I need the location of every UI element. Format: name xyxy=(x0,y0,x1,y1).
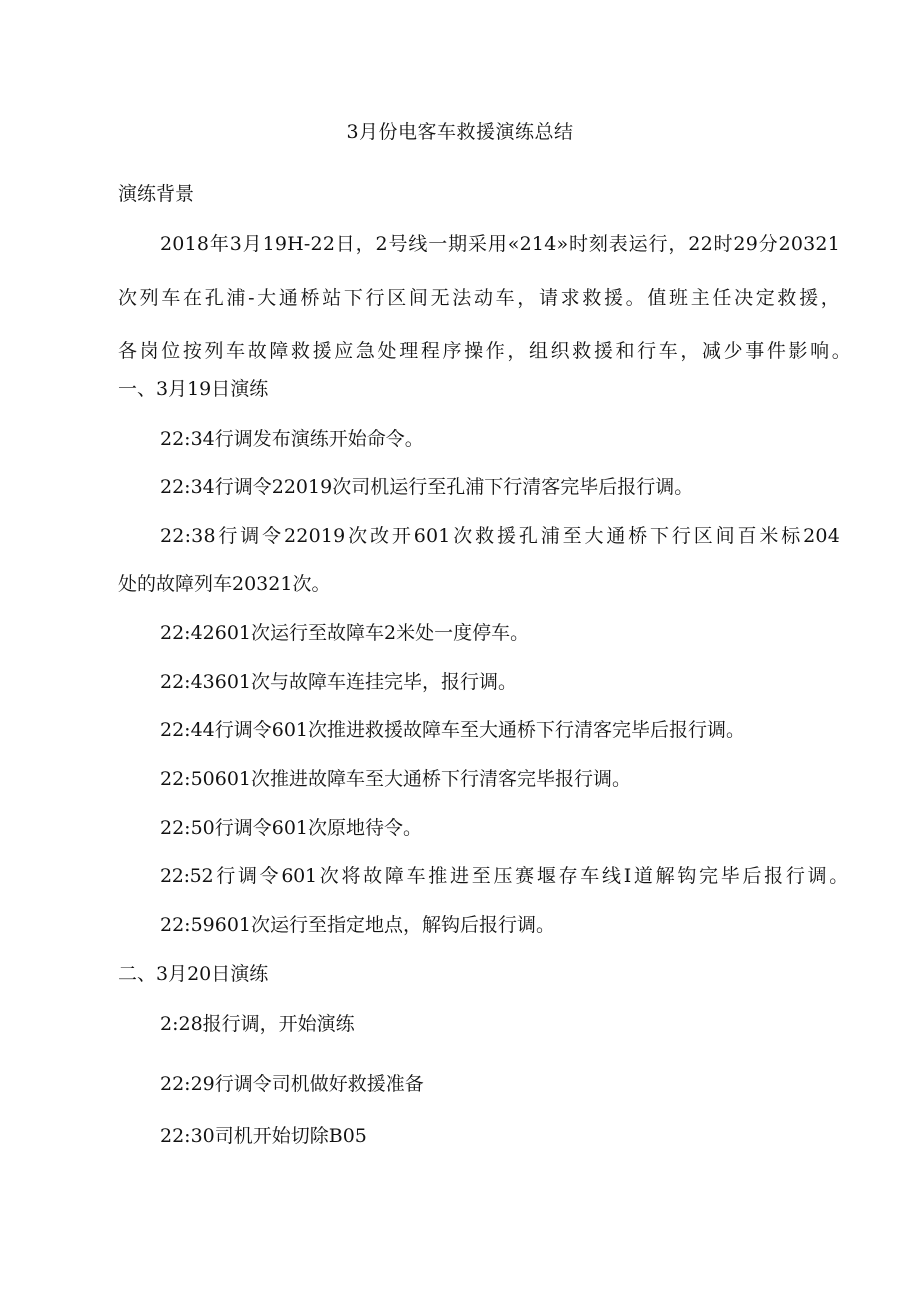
background-paragraph-line-2: 次列车在孔浦-大通桥站下行区间无法动车，请求救援。值班主任决定救援， xyxy=(118,287,840,309)
section1-item: 22:43601次与故障车连挂完毕，报行调。 xyxy=(160,671,518,693)
section1-item: 22:50行调令601次原地待令。 xyxy=(160,817,423,839)
section1-item: 22:34行调发布演练开始命令。 xyxy=(160,428,424,450)
section-heading-background: 演练背景 xyxy=(118,183,195,205)
section1-item: 22:52行调令601次将故障车推进至压赛堰存车线I道解钩完毕后报行调。 xyxy=(160,865,848,887)
section1-item: 22:34行调令22019次司机运行至孔浦下行清客完毕后报行调。 xyxy=(160,476,694,498)
section1-item: 22:50601次推进故障车至大通桥下行清客完毕报行调。 xyxy=(160,768,632,790)
section1-item: 22:59601次运行至指定地点，解钩后报行调。 xyxy=(160,914,556,936)
document-title: 3月份电客车救援演练总结 xyxy=(346,121,574,143)
section2-item: 22:30司机开始切除B05 xyxy=(160,1125,367,1147)
section-heading-2: 二、3月20日演练 xyxy=(118,963,269,985)
section-heading-1: 一、3月19日演练 xyxy=(118,378,269,400)
section1-item: 22:38行调令22019次改开601次救援孔浦至大通桥下行区间百米标204 xyxy=(160,525,840,547)
section2-item: 22:29行调令司机做好救援准备 xyxy=(160,1073,424,1095)
section1-item-continuation: 处的故障列车20321次。 xyxy=(118,573,331,595)
background-paragraph-line-3: 各岗位按列车故障救援应急处理程序操作，组织救援和行车，减少事件影响。 xyxy=(118,340,851,362)
section1-item: 22:42601次运行至故障车2米处一度停车。 xyxy=(160,622,530,644)
section2-item: 2:28报行调，开始演练 xyxy=(160,1013,355,1035)
section1-item: 22:44行调令601次推进救援故障车至大通桥下行清客完毕后报行调。 xyxy=(160,719,746,741)
background-paragraph-line-1: 2018年3月19H-22日，2号线一期采用«214»时刻表运行，22时29分20321 xyxy=(160,233,840,255)
